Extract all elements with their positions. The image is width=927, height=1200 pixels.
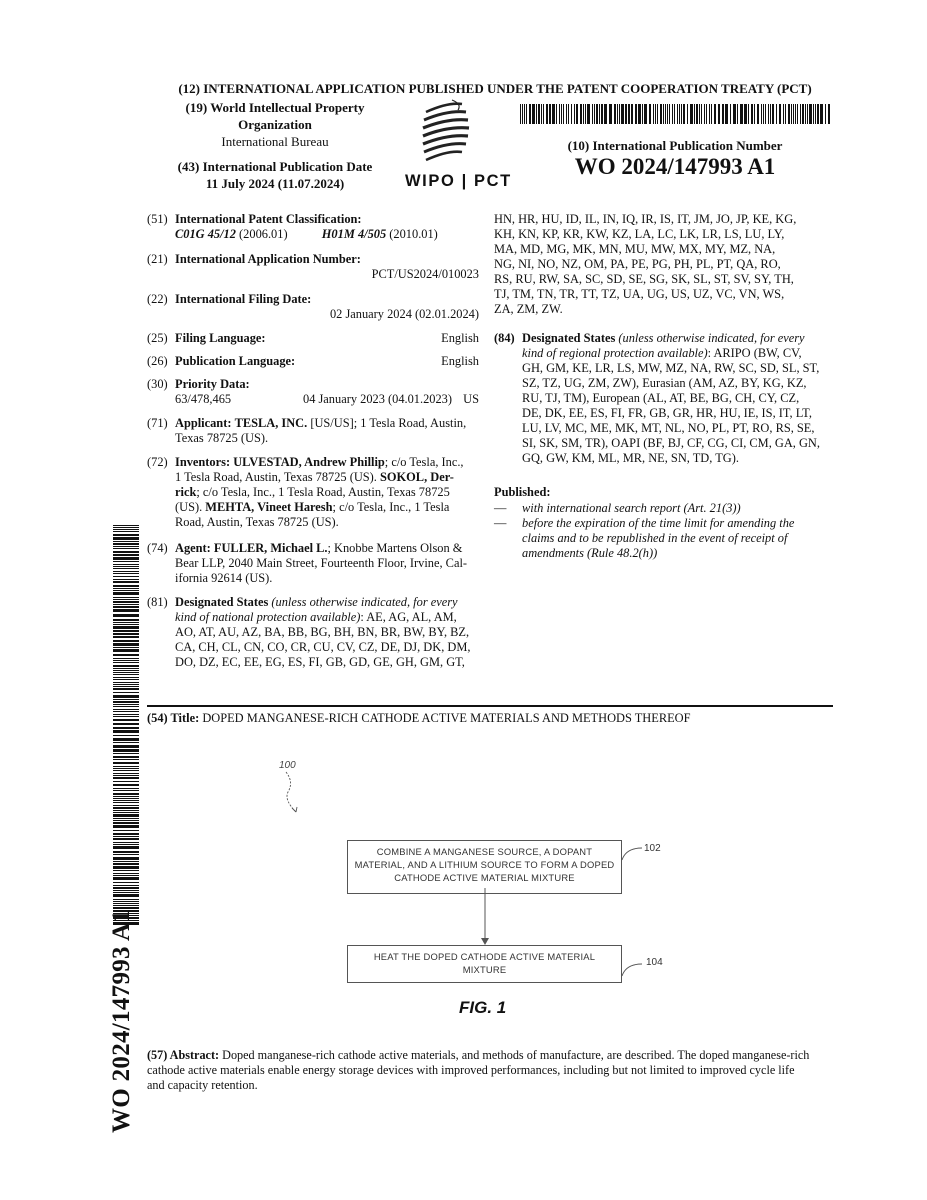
wipo-org-line1: (19) World Intellectual Property bbox=[185, 100, 365, 115]
vertical-pub-number: WO 2024/147993 A1 bbox=[108, 909, 135, 1133]
field-51: (51) International Patent Classification: C01G 45/12 (2006.01) H01M 4/505 (2010.01) bbox=[147, 212, 438, 241]
leader-104 bbox=[620, 958, 646, 978]
wipo-pct-logo-text: WIPO | PCT bbox=[405, 172, 512, 190]
flow-arrow bbox=[479, 888, 491, 946]
bureau: International Bureau bbox=[221, 134, 329, 149]
pct-heading: (12) INTERNATIONAL APPLICATION PUBLISHED UNDER THE PATENT COOPERATION TREATY (PCT) bbox=[178, 81, 812, 96]
field-21: (21) International Application Number: PCT/US2024/010023 bbox=[147, 252, 479, 281]
published-label: Published: bbox=[494, 485, 551, 499]
designated-states-81-continued: HN, HR, HU, ID, IL, IN, IQ, IR, IS, IT, JM, JO, JP, KE, KG, KH, KN, KP, KR, KW, KZ, LA, LC, LK, LR, LS, LU, LY, MA, MD, MG, MK, MN, MU, MW, MX, MY, MZ, NA, NG, NI, NO, NZ, OM, PA, PE, PG, PH, PL, PT, QA, RO, RS, RU, RW, SA, SC, SD, SE, SG, SK, SL, ST, SV, SY, TH, TJ, TM, TN, TR, TT, TZ, UA, UG, US, UZ, VC, VN, WS, ZA, ZM, ZW. bbox=[494, 212, 797, 316]
flow-box-102: COMBINE A MANGANESE SOURCE, A DOPANT MATERIAL, AND A LITHIUM SOURCE TO FORM A DOPED CATHODE ACTIVE MATERIAL MIXTURE bbox=[347, 840, 622, 894]
field-74: (74) Agent: FULLER, Michael L.; Knobbe Martens Olson & Bear LLP, 2040 Main Street, Fourteenth Floor, Irvine, Cal- ifornia 92614 (US). bbox=[147, 541, 468, 585]
field-81: (81) Designated States (unless otherwise indicated, for every kind of national protection available): AE, AG, AL, AM, AO, AT, AU, AZ, BA, BB, BG, BH, BN, BR, BW, BY, BZ, CA, CH, CL, CN, CO, CR, CU, CV, CZ, DE, DJ, DK, DM, DO, DZ, EC, EE, EG, ES, FI, GB, GD, GE, GH, GM, GT, bbox=[147, 595, 471, 669]
field-84: (84) Designated States (unless otherwise indicated, for every kind of regional protection available): ARIPO (BW, CV, GH, GM, KE, LR, LS, MW, MZ, NA, RW, SC, SD, SL, ST, SZ, TZ, UG, ZM, ZW), Eurasian (AM, AZ, BY, KG, KZ, RU, TJ, TM), European (AL, AT, BE, BG, CH, CY, CZ, DE, DK, EE, ES, FI, FR, GB, GR, HR, HU, IE, IS, IT, LT, LU, LV, MC, ME, MK, MT, NL, NO, PL, PT, RO, RS, SE, SI, SK, SM, TR), OAPI (BF, BJ, CF, CG, CI, CM, GA, GN, GQ, GW, KM, ML, MR, NE, SN, TD, TG). bbox=[494, 331, 820, 465]
field-71: (71) Applicant: TESLA, INC. [US/US]; 1 Tesla Road, Austin, Texas 78725 (US). bbox=[147, 416, 467, 445]
pub-date-label: (43) International Publication Date bbox=[177, 159, 373, 174]
title-divider bbox=[147, 705, 833, 707]
field-30: (30) Priority Data: 63/478,465 04 January 2023 (04.01.2023) US bbox=[147, 377, 479, 406]
field-72: (72) Inventors: ULVESTAD, Andrew Phillip; c/o Tesla, Inc., 1 Tesla Road, Austin, Texas 78725 (US). SOKOL, Der- rick; c/o Tesla, Inc., 1 Tesla Road, Austin, Texas 78725 (US). MEHTA, Vineet Haresh; c/o Tesla, Inc., 1 Tesla Road, Austin, Texas 78725 (US). bbox=[147, 455, 464, 529]
ref-104: 104 bbox=[646, 957, 663, 968]
ref-arrow-100 bbox=[282, 770, 312, 820]
leader-102 bbox=[620, 842, 646, 862]
barcode-top bbox=[520, 104, 830, 124]
abstract: (57) Abstract: Doped manganese-rich cathode active materials, and methods of manufacture, are described. The doped manganese-rich cathode active materials enable energy storage devices with improved performances, including but not limited to improved cycle life and capacity retention. bbox=[147, 1048, 810, 1092]
field-26: (26) Publication Language: English bbox=[147, 354, 479, 368]
ref-102: 102 bbox=[644, 843, 661, 854]
field-25: (25) Filing Language: English bbox=[147, 331, 479, 345]
pub-number: WO 2024/147993 A1 bbox=[574, 154, 776, 179]
field-22: (22) International Filing Date: 02 January 2024 (02.01.2024) bbox=[147, 292, 479, 321]
published-list: — with international search report (Art. 21(3)) — before the expiration of the time limit for amending the claims and to be republished in the event of receipt of amendments (Rule 48.2(h)) bbox=[494, 501, 795, 560]
wipo-globe-logo bbox=[418, 98, 478, 170]
wipo-org-line2: Organization bbox=[238, 117, 312, 132]
figure-caption: FIG. 1 bbox=[459, 998, 507, 1017]
pub-number-label: (10) International Publication Number bbox=[567, 138, 783, 153]
figure-ref-100: 100 bbox=[279, 760, 296, 771]
title: (54) Title: DOPED MANGANESE-RICH CATHODE ACTIVE MATERIALS AND METHODS THEREOF bbox=[147, 711, 691, 725]
flow-box-104: HEAT THE DOPED CATHODE ACTIVE MATERIAL MIXTURE bbox=[347, 945, 622, 983]
barcode-side bbox=[113, 525, 139, 925]
pub-date: 11 July 2024 (11.07.2024) bbox=[205, 176, 345, 191]
